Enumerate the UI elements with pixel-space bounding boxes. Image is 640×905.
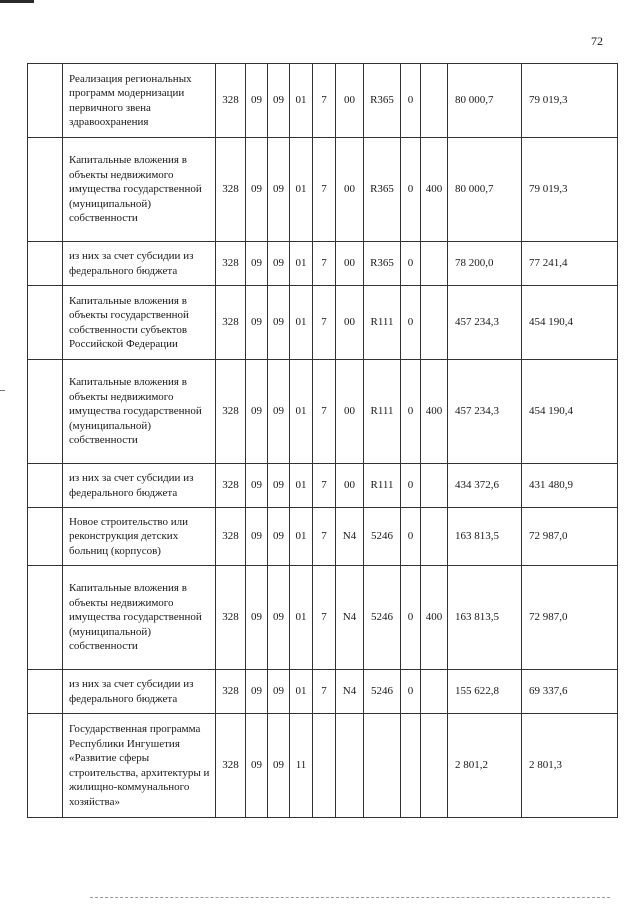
budget-table-body [28,64,618,818]
subsection-code-cell: 09 [268,670,290,714]
table-row [28,64,618,138]
event-code-cell: 00 [336,242,364,286]
amount-first-cell: 457 234,3 [448,286,522,360]
expense-type-cell: 400 [421,360,448,464]
top-edge-mark [0,0,34,3]
direction-code-cell: R111 [364,464,401,508]
row-name: Капитальные вложения в объекты недвижимого имущества государственной (муниципальной) собственности [63,566,216,670]
expense-type-cell [421,464,448,508]
ministry-code-cell: 328 [216,64,246,138]
expense-type-cell [421,670,448,714]
row-name: из них за счет субсидии из федерального бюджета [63,670,216,714]
subsection-code-cell: 09 [268,64,290,138]
table-row [28,138,618,242]
program-code-cell: 11 [290,714,313,818]
amount-second-cell: 69 337,6 [522,670,618,714]
row-name: из них за счет субсидии из федерального бюджета [63,242,216,286]
subprogram-code-cell: 7 [313,508,336,566]
subsection-code-cell: 09 [268,508,290,566]
blank-cell [28,242,63,286]
sub-code-cell: 0 [401,566,421,670]
subsection-code-cell: 09 [268,242,290,286]
event-code-cell: N4 [336,566,364,670]
row-name: Новое строительство или реконструкция детских больниц (корпусов) [63,508,216,566]
subprogram-code-cell: 7 [313,286,336,360]
table-row [28,360,618,464]
direction-code-cell [364,714,401,818]
event-code-cell: 00 [336,64,364,138]
expense-type-cell [421,714,448,818]
amount-second-cell: 72 987,0 [522,508,618,566]
blank-cell [28,360,63,464]
event-code-cell: N4 [336,670,364,714]
ministry-code-cell: 328 [216,670,246,714]
direction-code-cell: 5246 [364,670,401,714]
subprogram-code-cell: 7 [313,566,336,670]
row-name: из них за счет субсидии из федерального бюджета [63,464,216,508]
ministry-code-cell: 328 [216,714,246,818]
amount-second-cell: 454 190,4 [522,286,618,360]
margin-tick [0,390,5,391]
row-name: Капитальные вложения в объекты недвижимого имущества государственной (муниципальной) собственности [63,138,216,242]
ministry-code-cell: 328 [216,508,246,566]
expense-type-cell [421,286,448,360]
event-code-cell [336,714,364,818]
amount-first-cell: 80 000,7 [448,138,522,242]
direction-code-cell: 5246 [364,566,401,670]
sub-code-cell: 0 [401,670,421,714]
event-code-cell: 00 [336,360,364,464]
blank-cell [28,714,63,818]
program-code-cell: 01 [290,242,313,286]
table-row [28,286,618,360]
amount-first-cell: 163 813,5 [448,566,522,670]
amount-second-cell: 72 987,0 [522,566,618,670]
expense-type-cell [421,64,448,138]
direction-code-cell: R365 [364,64,401,138]
section-code-cell: 09 [246,508,268,566]
bottom-artifact-line [90,897,610,898]
subprogram-code-cell: 7 [313,360,336,464]
table-row [28,242,618,286]
section-code-cell: 09 [246,286,268,360]
sub-code-cell: 0 [401,508,421,566]
table-row [28,566,618,670]
program-code-cell: 01 [290,464,313,508]
blank-cell [28,670,63,714]
subsection-code-cell: 09 [268,566,290,670]
section-code-cell: 09 [246,714,268,818]
subsection-code-cell: 09 [268,138,290,242]
amount-first-cell: 457 234,3 [448,360,522,464]
row-name: Капитальные вложения в объекты недвижимого имущества государственной (муниципальной) собственности [63,360,216,464]
section-code-cell: 09 [246,464,268,508]
expense-type-cell: 400 [421,138,448,242]
event-code-cell: N4 [336,508,364,566]
subsection-code-cell: 09 [268,714,290,818]
amount-first-cell: 2 801,2 [448,714,522,818]
ministry-code-cell: 328 [216,138,246,242]
sub-code-cell: 0 [401,464,421,508]
direction-code-cell: R365 [364,138,401,242]
event-code-cell: 00 [336,464,364,508]
amount-first-cell: 78 200,0 [448,242,522,286]
expense-type-cell [421,242,448,286]
direction-code-cell: 5246 [364,508,401,566]
section-code-cell: 09 [246,360,268,464]
blank-cell [28,508,63,566]
subprogram-code-cell: 7 [313,670,336,714]
amount-first-cell: 434 372,6 [448,464,522,508]
ministry-code-cell: 328 [216,566,246,670]
blank-cell [28,566,63,670]
section-code-cell: 09 [246,138,268,242]
subprogram-code-cell: 7 [313,138,336,242]
row-name: Реализация региональных программ модернизации первичного звена здравоохранения [63,64,216,138]
row-name: Капитальные вложения в объекты государственной собственности субъектов Российской Федерации [63,286,216,360]
ministry-code-cell: 328 [216,286,246,360]
table-row [28,714,618,818]
ministry-code-cell: 328 [216,242,246,286]
ministry-code-cell: 328 [216,464,246,508]
amount-second-cell: 77 241,4 [522,242,618,286]
blank-cell [28,64,63,138]
blank-cell [28,286,63,360]
program-code-cell: 01 [290,508,313,566]
amount-second-cell: 2 801,3 [522,714,618,818]
sub-code-cell: 0 [401,360,421,464]
amount-second-cell: 79 019,3 [522,138,618,242]
sub-code-cell: 0 [401,138,421,242]
table-row [28,670,618,714]
program-code-cell: 01 [290,360,313,464]
sub-code-cell: 0 [401,64,421,138]
ministry-code-cell: 328 [216,360,246,464]
amount-second-cell: 431 480,9 [522,464,618,508]
amount-first-cell: 155 622,8 [448,670,522,714]
section-code-cell: 09 [246,566,268,670]
section-code-cell: 09 [246,64,268,138]
subprogram-code-cell: 7 [313,464,336,508]
table-row [28,464,618,508]
row-name: Государственная программа Республики Ингушетия «Развитие сферы строительства, архитектуры и жилищно-коммунального хозяйства» [63,714,216,818]
direction-code-cell: R111 [364,286,401,360]
sub-code-cell [401,714,421,818]
expense-type-cell [421,508,448,566]
sub-code-cell: 0 [401,286,421,360]
amount-first-cell: 163 813,5 [448,508,522,566]
subsection-code-cell: 09 [268,464,290,508]
subsection-code-cell: 09 [268,286,290,360]
program-code-cell: 01 [290,670,313,714]
sub-code-cell: 0 [401,242,421,286]
event-code-cell: 00 [336,138,364,242]
section-code-cell: 09 [246,670,268,714]
expense-type-cell: 400 [421,566,448,670]
amount-second-cell: 79 019,3 [522,64,618,138]
budget-table [27,63,618,818]
event-code-cell: 00 [336,286,364,360]
direction-code-cell: R111 [364,360,401,464]
page-number: 72 [591,34,603,48]
direction-code-cell: R365 [364,242,401,286]
subprogram-code-cell: 7 [313,64,336,138]
subsection-code-cell: 09 [268,360,290,464]
program-code-cell: 01 [290,566,313,670]
program-code-cell: 01 [290,138,313,242]
program-code-cell: 01 [290,64,313,138]
subprogram-code-cell [313,714,336,818]
amount-second-cell: 454 190,4 [522,360,618,464]
table-row [28,508,618,566]
amount-first-cell: 80 000,7 [448,64,522,138]
blank-cell [28,138,63,242]
section-code-cell: 09 [246,242,268,286]
subprogram-code-cell: 7 [313,242,336,286]
program-code-cell: 01 [290,286,313,360]
blank-cell [28,464,63,508]
